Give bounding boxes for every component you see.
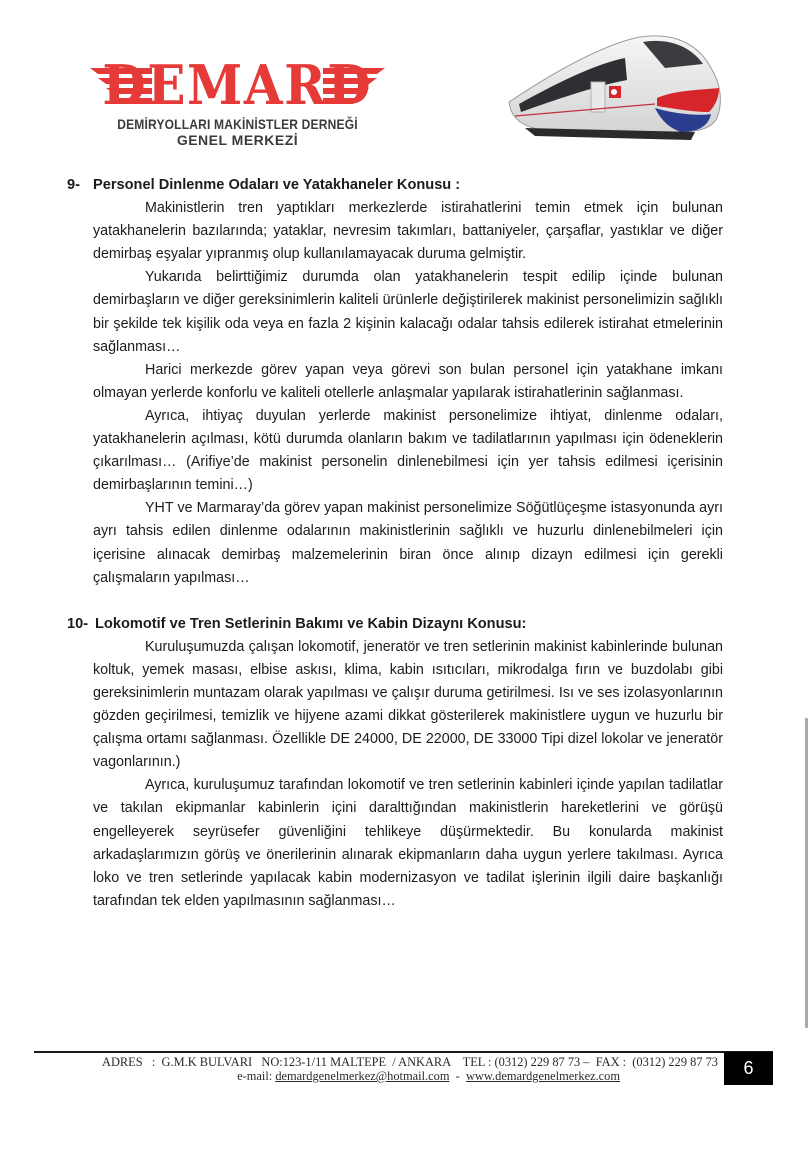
high-speed-train-image	[505, 28, 727, 146]
website-link[interactable]: www.demardgenelmerkez.com	[465, 1069, 620, 1083]
section-10-heading	[67, 613, 723, 636]
paragraph: Ayrıca, ihtiyaç duyulan yerlerde makinist personelimize ihtiyat, dinlenme odaları, yatakhanelerin açılması, kötü durumda olanların bakım ve tadilatlarının yapılması için ödeneklerin çıkarılması… (Arifiye’de makinist personelin dinlenebilmesi için yer tahsis edilmesi içerisinin demirbaşlarının temini…)	[93, 407, 723, 494]
logo-wordmark: DEMARD	[102, 53, 373, 117]
paragraph: Ayrıca, kuruluşumuz tarafından lokomotif ve tren setlerinin kabinleri içinde yapılan tadilatlar ve takılan ekipmanlar kabinlerin içini daralttığından makinistlerin hareketlerini ve görüşü engelleyerek seyrüsefer güvenliğini tehlikeye düşürmektedir. Bu konularda makinist arkadaşlarımızın görüş ve önerilerinin alınarak ekipmanların daha uygun yerlere takılması. Ayrıca loko ve tren setlerinde yapılacak kabin modernizasyon ve tadilat işlerinin ilgili daire başkanlığı tarafından tek elden yapılmasının sağlanması…	[93, 777, 723, 909]
logo-subtitle-2: GENEL MERKEZİ	[176, 132, 299, 148]
paragraph: YHT ve Marmaray’da görev yapan makinist personelimize Söğütlüçeşme istasyonunda ayrı ayrı tahsis edilen dinlenme odalarının makinistlerinin sağlıklı ve huzurlu dinlenebilmeleri için içerisine alınacak demirbaş malzemelerinin biran önce alınıp dizayn edilmesi için gerekli çalışmaların yapılması…	[93, 500, 723, 586]
paragraph: Harici merkezde görev yapan veya görevi son bulan personel için yatakhane imkanı olmayan yerlerde konforlu ve kaliteli otellerle anlaşmalar yapılarak istirahatlerinin sağlanması.	[93, 361, 723, 401]
logo-subtitle: DEMİRYOLLARI MAKİNİSTLER DERNEĞİ	[117, 116, 358, 132]
email-label: e-mail:	[237, 1069, 276, 1083]
footer-contact	[30, 1069, 620, 1084]
section-9-heading	[67, 174, 723, 197]
section-title: Personel Dinlenme Odaları ve Yatakhaneler Konusu :	[93, 177, 461, 193]
paragraph: Kuruluşumuzda çalışan lokomotif, jeneratör ve tren setlerinin makinist kabinlerinde bulunan koltuk, yemek masası, elbise askısı, klima, kabin ısıtıcıları, mikrodalga fırın ve buzdolabı gibi gereksinimlerin muntazam olarak yapılması ve çalışır duruma getirilmesi. Isı ve ses izolasyonlarının gözden geçirilmesi, temizlik ve hijyene azami dikkat gösterilerek makinistlere uygun ve huzurlu bir çalışma ortamı sağlanması. Özellikle DE 24000, DE 22000, DE 33000 Tipi dizel lokolar ve jeneratör vagonlarının.)	[93, 638, 723, 771]
paragraph: Yukarıda belirttiğimiz durumda olan yatakhanelerin tespit edilip içinde bulunan demirbaşların ve diğer gereksinimlerin kaliteli ürünlerle değiştirilerek makinist personelimizin sağlıklı bir şekilde tek kişilik oda veya en fazla 2 kişinin kalacağı odalar tahsis edilerek istirahat etmelerinin sağlanması…	[93, 269, 723, 355]
email-link[interactable]: demardgenelmerkez@hotmail.com	[275, 1069, 450, 1083]
document-body	[67, 174, 723, 913]
section-spacer	[67, 590, 723, 613]
section-title: Lokomotif ve Tren Setlerinin Bakımı ve Kabin Dizaynı Konusu:	[95, 615, 527, 632]
paragraph: Makinistlerin tren yaptıkları merkezlerde istirahatlerini temin etmek için bulunan yatakhanelerin bazılarında; yataklar, nevresim takımları, battaniyeler, çarşaflar, yastıklar ve diğer demirbaş eşyalar yıpranmış olup kullanılamayacak duruma gelmiştir.	[93, 200, 723, 263]
section-number: 10-	[67, 615, 89, 632]
footer-address: ADRES : G.M.K BULVARI NO:123-1/11 MALTEPE / ANKARA TEL : (0312) 229 87 73 – FAX : (0312) 229 87 73	[102, 1055, 718, 1069]
demard-logo	[90, 52, 385, 148]
vertical-scrollbar[interactable]	[805, 718, 808, 1028]
separator: -	[449, 1069, 466, 1083]
section-number: 9-	[67, 177, 80, 193]
footer-divider	[34, 1051, 773, 1053]
page-number: 6	[724, 1052, 773, 1085]
